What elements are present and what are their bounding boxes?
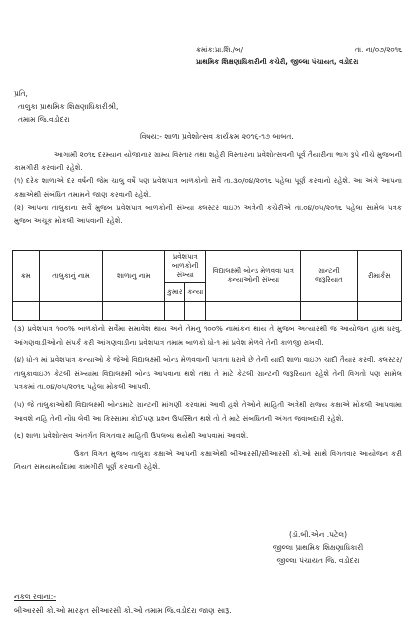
closing-paragraph: ઉક્ત વિગત મુજબ તાલુકા કક્ષાએ આપની કક્ષાએથી બીઆરસી/સીઆરસી કો.ઓ સાથે વિગતવાર આયોજન કરી નિયત સમયમર્યાદામા કામગીરી પૂર્ણ કરવાની રહેશે. xyxy=(14,448,402,472)
signatory-office: જીલ્લા પંચાયત જિ. વડોદરા xyxy=(276,556,360,565)
th-grant: ગ્રાન્ટની જરૂરિયાત xyxy=(301,251,357,302)
th-kanya: કન્યા xyxy=(185,283,206,302)
th-praveshpatra: પ્રવેશપાત્ર બાળકોની સંખ્યા xyxy=(165,251,206,283)
table-cell xyxy=(39,302,103,321)
table-cell xyxy=(165,302,185,321)
recipient-line1: તાલુકા પ્રાથમિક શિક્ષણાધિકારીશ્રી, xyxy=(18,102,119,111)
intro-paragraph: આગામી ૨૦૧૬ દરમ્યાન યોજાનાર ગ્રામ્ય વિસ્તાર તથા શહેરી વિસ્તારના પ્રવેશોત્સવની પૂર્વ તૈયારીના ભાગ રૂપે નીચે મુજબની કામગીરી કરવાની રહેશે. xyxy=(14,150,402,173)
body-section-1 xyxy=(14,148,402,227)
signatory-name: (ડૉ.બી.એન .પટેલ) xyxy=(288,530,347,539)
copy-line: બીઆરસી કો.ઓ મારફત સીઆરસી કો.ઓ તમામ જિ.વડોદરા જાણ સારૂ. xyxy=(14,606,232,615)
recipient-prati: પ્રતિ, xyxy=(14,89,28,98)
table-cell xyxy=(206,302,301,321)
table-cell xyxy=(13,302,40,321)
table-header-row xyxy=(13,251,402,283)
th-kumar: કુમાર xyxy=(165,283,185,302)
table-cell xyxy=(301,302,357,321)
th-kram: ક્રમ xyxy=(13,251,40,302)
copy-to-block xyxy=(14,590,232,618)
point-3: (૩) પ્રવેશપાત્ર ૧૦૦% બાળકોનો સર્વેમા સમાવેશ થાય અને તેમનુ ૧૦૦% નામાંકન થાય તે મુજબ અત્યારથી જ આયોજન હાથ ધરવુ. આંગણવાડીઓનો સંપર્ક કરી આંગણવાડીના પ્રવેશપાત્ર તમામ બાળકો ધો-૧ માં પ્રવેશ મેળવે તેની કાળજી રાખવી. xyxy=(14,324,402,347)
th-taluka: તાલુકાનું નામ xyxy=(39,251,103,302)
letter-date: તા. ના/૦૭/૨૦૧૬ xyxy=(354,46,402,54)
point-4: (૪) ધો-૧ માં પ્રવેશપાત્ર કન્યાઓ કે જેઓ વિદ્યાલક્ષ્મી બોન્ડ મેળવવાની પાત્રતા ધરાવે છે તેની યાદી શાળા વાઇઝ ચાદી તૈયાર કરવી. ક્લસ્ટર/તાલુકાવાઇઝ કેટલી સંખ્યામા વિદ્યાલક્ષ્મી બોન્ડ આપવાના થશે તથા તે માટે કેટલી ગ્રાન્ટની જરૂરિયાત રહેશે તેની વિગતો પણ સામેલ પત્રકમાં તા.૦૪/૦૫/૨૦૧૬ પહેલા મોકલી આપવી. xyxy=(14,355,402,392)
letter-header xyxy=(196,44,402,68)
recipient-block xyxy=(14,87,118,126)
enrollment-table xyxy=(12,250,402,321)
point-2: (૨) આપના તાલુકાના સર્વે મુજબ પ્રવેશપાત્ર બાળકોની સંખ્યા ક્લસ્ટર વાઇઝ અત્રેની કચેરીએ તા.૦૪/૦૫/૨૦૧૬ પહેલા સામેલ પત્રક મુજબ અચૂક મોકલી આપવાની રહેશે. xyxy=(14,202,402,226)
point-5: (૫) જે તાલુકાઓથી વિદ્યાલક્ષ્મી બોન્ડમાટે ગ્રાન્ટની માંગણી કરવામાં આવી હશે તેઓને માહિતી અત્રેથી રાજ્ય કક્ષાએ મોકલી આપવામા આવશે નહિ તેની નોંધ લેવી આ કિસ્સામા કોઈપણ પ્રશ્ન ઉપસ્થિત થશે તો તે માટે સંબધિતની અંગત જવાબદારી રહેશે. xyxy=(14,399,402,423)
point-1: (૧) દરેક શાળાએ દર વર્ષની જેમ ચાલુ વર્ષે પણ પ્રવેશપાત્ર બાળકોનો સર્વે તા.૩૦/૦૪/૨૦૧૬ પહેલા પૂર્ણ કરવાનો રહેશે. આ અંગે આપના કક્ષાએથી સંબંધિત તમામને જાણ કરવાની રહેશે. xyxy=(14,176,402,199)
reference-number: ક્રમાંક:પ્રા.શિ./બ/ xyxy=(196,46,243,54)
th-vidyalaxmi: વિદ્યાલક્ષ્મી બોન્ડ મેળવવા પાત્ર કન્યાઓની સંખ્યા xyxy=(206,251,301,302)
table-row xyxy=(13,302,402,321)
subject-line: વિષય:- શાળા પ્રવેશોત્સવ કાર્યક્રમ ૨૦૧૬-૧૭ બાબત. xyxy=(140,132,294,141)
th-remarks: રીમાર્કસ xyxy=(357,251,401,302)
body-section-2 xyxy=(14,322,402,478)
recipient-line2: તમામ જિ.વડોદરા xyxy=(18,115,70,124)
table-cell xyxy=(103,302,165,321)
signatory-title: જીલ્લા પ્રાથમિક શિક્ષણાધિકારી xyxy=(272,543,364,552)
th-school: શાળાનુ નામ xyxy=(103,251,165,302)
issuing-office: પ્રાથમિક શિક્ષણાધિકારીની કચેરી, જીલ્લા પંચાયત, વડોદરા xyxy=(196,58,359,66)
copy-title: નકલ રવાના:- xyxy=(14,592,56,601)
signature-block xyxy=(238,528,398,567)
table-cell xyxy=(185,302,206,321)
table-cell xyxy=(357,302,401,321)
point-6: (૬) શાળા પ્રવેશોત્સવ અંતર્ગત વિગતવાર માહિતી ઉપલબ્ધ થયેથી આપવામાં આવશે. xyxy=(14,431,249,441)
